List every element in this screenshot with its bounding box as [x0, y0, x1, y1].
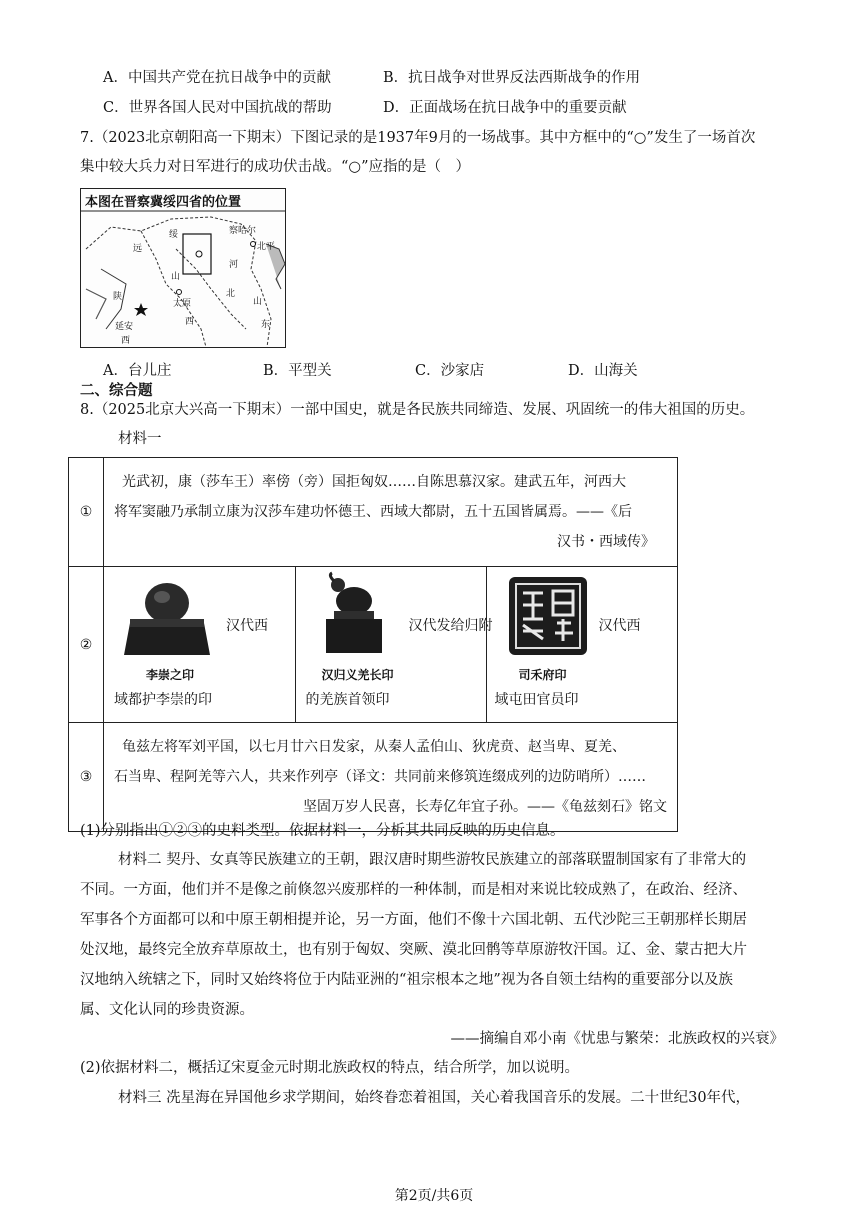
map-label-shan: 山 [171, 272, 181, 282]
map-label-xi: 西 [185, 317, 195, 327]
material-2-line: 处汉地，最终完全放弃草原故土，也有别于匈奴、突厥、漠北回鹘等草原游牧汗国。辽、金、蒙古把大片 [80, 942, 747, 958]
map-label-yanan: 延安 [115, 322, 134, 332]
q6-option-c: C．世界各国人民对中国抗战的帮助 [103, 100, 332, 116]
row-1-text [104, 458, 678, 567]
row-3-number: ③ [69, 723, 104, 832]
seal-name-li-chong: 李崇之印 [146, 668, 195, 682]
row-3-line: 坚固万岁人民喜，长寿亿年宜子孙。——《龟兹刻石》铭文 [303, 799, 667, 815]
seal-desc-li-chong-2: 域都护李崇的印 [114, 692, 212, 708]
map-label-xi2: 西 [121, 336, 131, 346]
material-2-source: ——摘编自邓小南《忧患与繁荣：北族政权的兴衰》 [450, 1031, 784, 1047]
q8-subquestion-1: (1)分别指出①②③的史料类型。依据材料一，分析其共同反映的历史信息。 [80, 823, 565, 839]
map-label-dong: 东 [261, 320, 271, 330]
q8-subquestion-2: (2)依据材料二，概括辽宋夏金元时期北族政权的特点，结合所学，加以说明。 [80, 1060, 580, 1076]
seal-name-sihe: 司禾府印 [518, 668, 567, 682]
row-3-line: 石当卑、程阿羌等六人，共来作列亭（译文：共同前来修筑连缀成列的边防哨所）…… [114, 769, 646, 785]
material-2-line: 汉地纳入统辖之下，同时又始终将位于内陆亚洲的“祖宗根本之地”视为各自领土结构的重要部分以及族 [80, 972, 733, 988]
map-label-bei: 北 [226, 289, 236, 299]
seal-desc-sihe-1: 汉代西 [598, 618, 641, 634]
q7-stem-line2: 集中较大兵力对日军进行的成功伏击战。“○”应指的是（ ） [80, 159, 470, 175]
row-1-line: 将军窦融乃承制立康为汉莎车建功怀德王、西域大都尉，五十五国皆属焉。——《后 [114, 504, 632, 520]
seal-desc-qiang-2: 的羌族首领印 [305, 692, 390, 708]
row-3-line: 龟兹左将军刘平国，以七月廿六日发家，从秦人孟伯山、狄虎贲、赵当卑、夏羌、 [122, 739, 626, 755]
material-3-start: 材料三 冼星海在异国他乡求学期间，始终眷恋着祖国，关心着我国音乐的发展。二十世纪30年代， [118, 1090, 751, 1106]
seal-desc-qiang-1: 汉代发给归附 [408, 618, 493, 634]
q6-option-b: B．抗日战争对世界反法西斯战争的作用 [383, 70, 641, 86]
map-label-he: 河 [229, 260, 239, 270]
seal-sihe-image [507, 575, 589, 657]
map-label-chahaer: 察哈尔 [229, 226, 257, 236]
map-drawing [81, 189, 285, 347]
material-2-line: 材料二 契丹、女真等民族建立的王朝，跟汉唐时期些游牧民族建立的部落联盟制国家有了非常大的 [118, 852, 747, 868]
map-label-shaan: 陕 [113, 292, 123, 302]
q7-option-b: B．平型关 [263, 363, 332, 379]
seal-name-qiang: 汉归义羌长印 [321, 668, 394, 682]
q8-stem: 8.（2025北京大兴高一下期末）一部中国史，就是各民族共同缔造、发展、巩固统一的伟大祖国的历史。 [80, 402, 755, 418]
seal-cell-sihe [486, 567, 677, 722]
material-2 [80, 845, 786, 1025]
material-2-line: 不同。一方面，他们并不是像之前倏忽兴废那样的一种体制，而是相对来说比较成熟了，在政治、经济、 [80, 882, 747, 898]
q7-map [80, 188, 286, 348]
q6-option-a: A．中国共产党在抗日战争中的贡献 [103, 70, 331, 86]
row-1-line: 光武初，康（莎车王）率傍（旁）国拒匈奴……自陈思慕汉家。建武五年，河西大 [122, 474, 626, 490]
q7-option-a: A．台儿庄 [103, 363, 172, 379]
material-2-line: 军事各个方面都可以和中原王朝相提并论，另一方面，他们不像十六国北朝、五代沙陀三王朝那样长期居 [80, 912, 747, 928]
seal-qiang-image [316, 571, 396, 661]
material-2-line: 属、文化认同的珍贵资源。 [80, 1002, 254, 1018]
row-2-number: ② [69, 567, 104, 723]
page-footer: 第2页/共6页 [394, 1188, 474, 1204]
map-label-shan-e: 山 [253, 297, 263, 307]
map-label-sui: 绥 [169, 230, 179, 240]
map-label-taiyuan: 太原 [173, 299, 192, 309]
map-label-beiping: 北平 [257, 242, 276, 252]
q7-stem-line1: 7.（2023北京朝阳高一下期末）下图记录的是1937年9月的一场战事。其中方框中的“○”发生了一场首次 [80, 130, 756, 146]
row-1-number: ① [69, 458, 104, 567]
seal-cell-li-chong [104, 567, 295, 722]
seal-desc-li-chong-1: 汉代西 [226, 618, 268, 634]
seal-li-chong-image [122, 575, 212, 660]
q6-option-d: D．正面战场在抗日战争中的重要贡献 [383, 100, 627, 116]
material-1-table [68, 457, 678, 832]
map-label-yuan: 远 [133, 244, 143, 254]
seal-cell-qiang [295, 567, 493, 722]
map-title: 本图在晋察冀绥四省的位置 [85, 195, 242, 210]
q7-option-d: D．山海关 [568, 363, 638, 379]
material-1-label: 材料一 [118, 431, 162, 447]
seal-desc-sihe-2: 域屯田官员印 [494, 692, 579, 708]
q7-option-c: C．沙家店 [415, 363, 485, 379]
row-1-line: 汉书・西域传》 [557, 534, 655, 550]
section-heading: 二、综合题 [80, 382, 153, 399]
row-3-text [104, 723, 678, 832]
